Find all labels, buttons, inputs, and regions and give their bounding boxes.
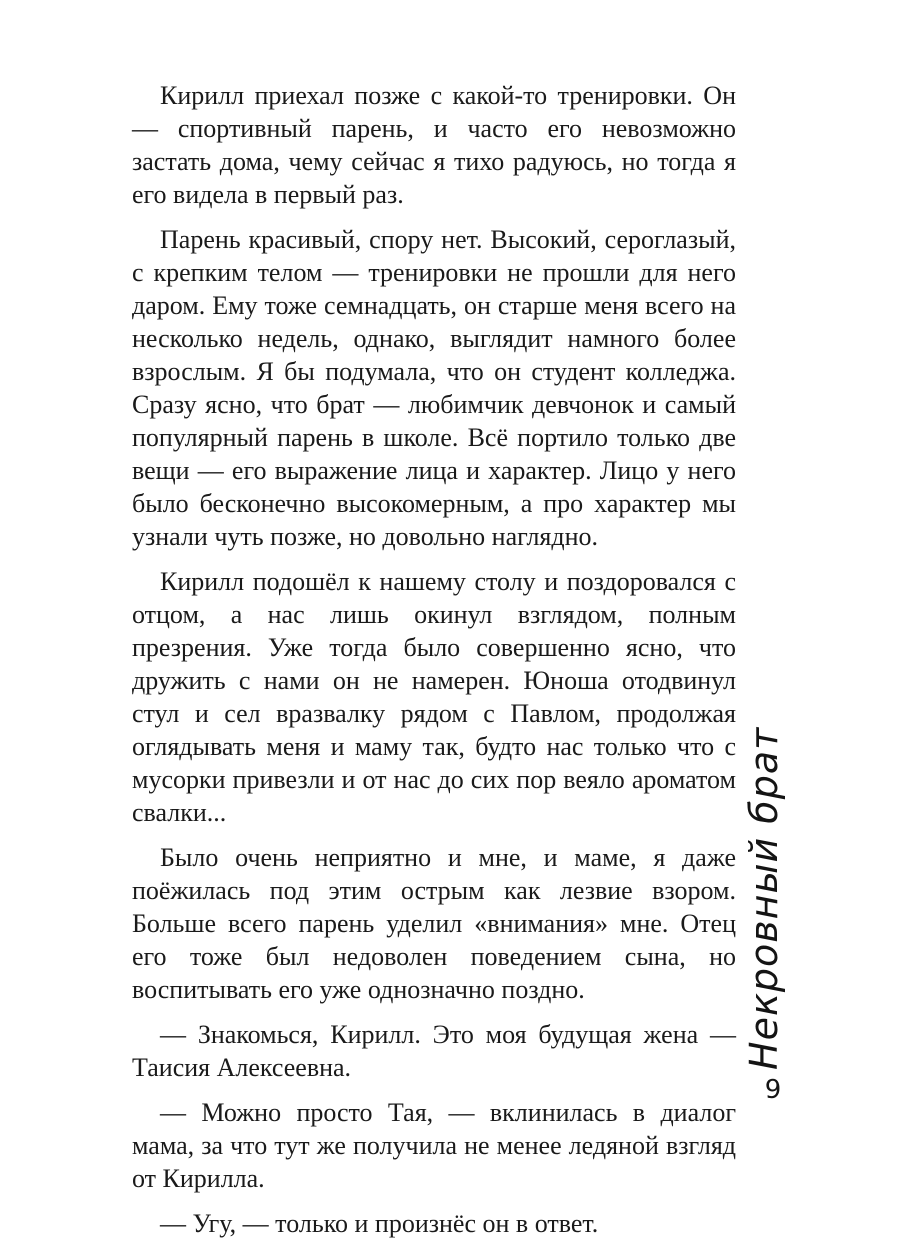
page-number: 9	[764, 1075, 782, 1105]
dialogue-line-1: — Знакомься, Кирилл. Это моя будущая жена — Таисия Алексеевна.	[132, 1020, 736, 1082]
running-title-text: Некровный брат	[742, 726, 786, 1070]
dialogue-line-2: — Можно просто Тая, — вклинилась в диалог мама, за что тут же получила не менее ледяной взгляд от Кирилла.	[132, 1098, 736, 1193]
body-text	[132, 79, 736, 1252]
paragraph-3: Кирилл подошёл к нашему столу и поздоровался с отцом, а нас лишь окинул взглядом, полным презрения. Уже тогда было совершенно ясно, что дружить с нами он не намерен. Юноша отодвинул стул и сел вразвалку рядом с Павлом, продолжая оглядывать меня и маму так, будто нас только что с мусорки привезли и от нас до сих пор веяло ароматом свалки...	[132, 567, 736, 827]
paragraph-4: Было очень неприятно и мне, и маме, я даже поёжилась под этим острым как лезвие взором. Больше всего парень уделил «внимания» мне. Отец его тоже был недоволен поведением сына, но воспитывать его уже однозначно поздно.	[132, 843, 736, 1004]
paragraph-1: Кирилл приехал позже с какой-то тренировки. Он — спортивный парень, и часто его невозможно застать дома, чему сейчас я тихо радуюсь, но тогда я его видела в первый раз.	[132, 81, 736, 209]
dialogue-line-3: — Угу, — только и произнёс он в ответ.	[160, 1209, 599, 1238]
paragraph-2: Парень красивый, спору нет. Высокий, сероглазый, с крепким телом — тренировки не прошли для него даром. Ему тоже семнадцать, он старше меня всего на несколько недель, однако, выглядит намного более взрослым. Я бы подумала, что он студент колледжа. Сразу ясно, что брат — любимчик девчонок и самый популярный парень в школе. Всё портило только две вещи — его выражение лица и характер. Лицо у него было бесконечно высокомерным, а про характер мы узнали чуть позже, но довольно наглядно.	[132, 225, 736, 551]
running-title	[733, 726, 795, 1070]
